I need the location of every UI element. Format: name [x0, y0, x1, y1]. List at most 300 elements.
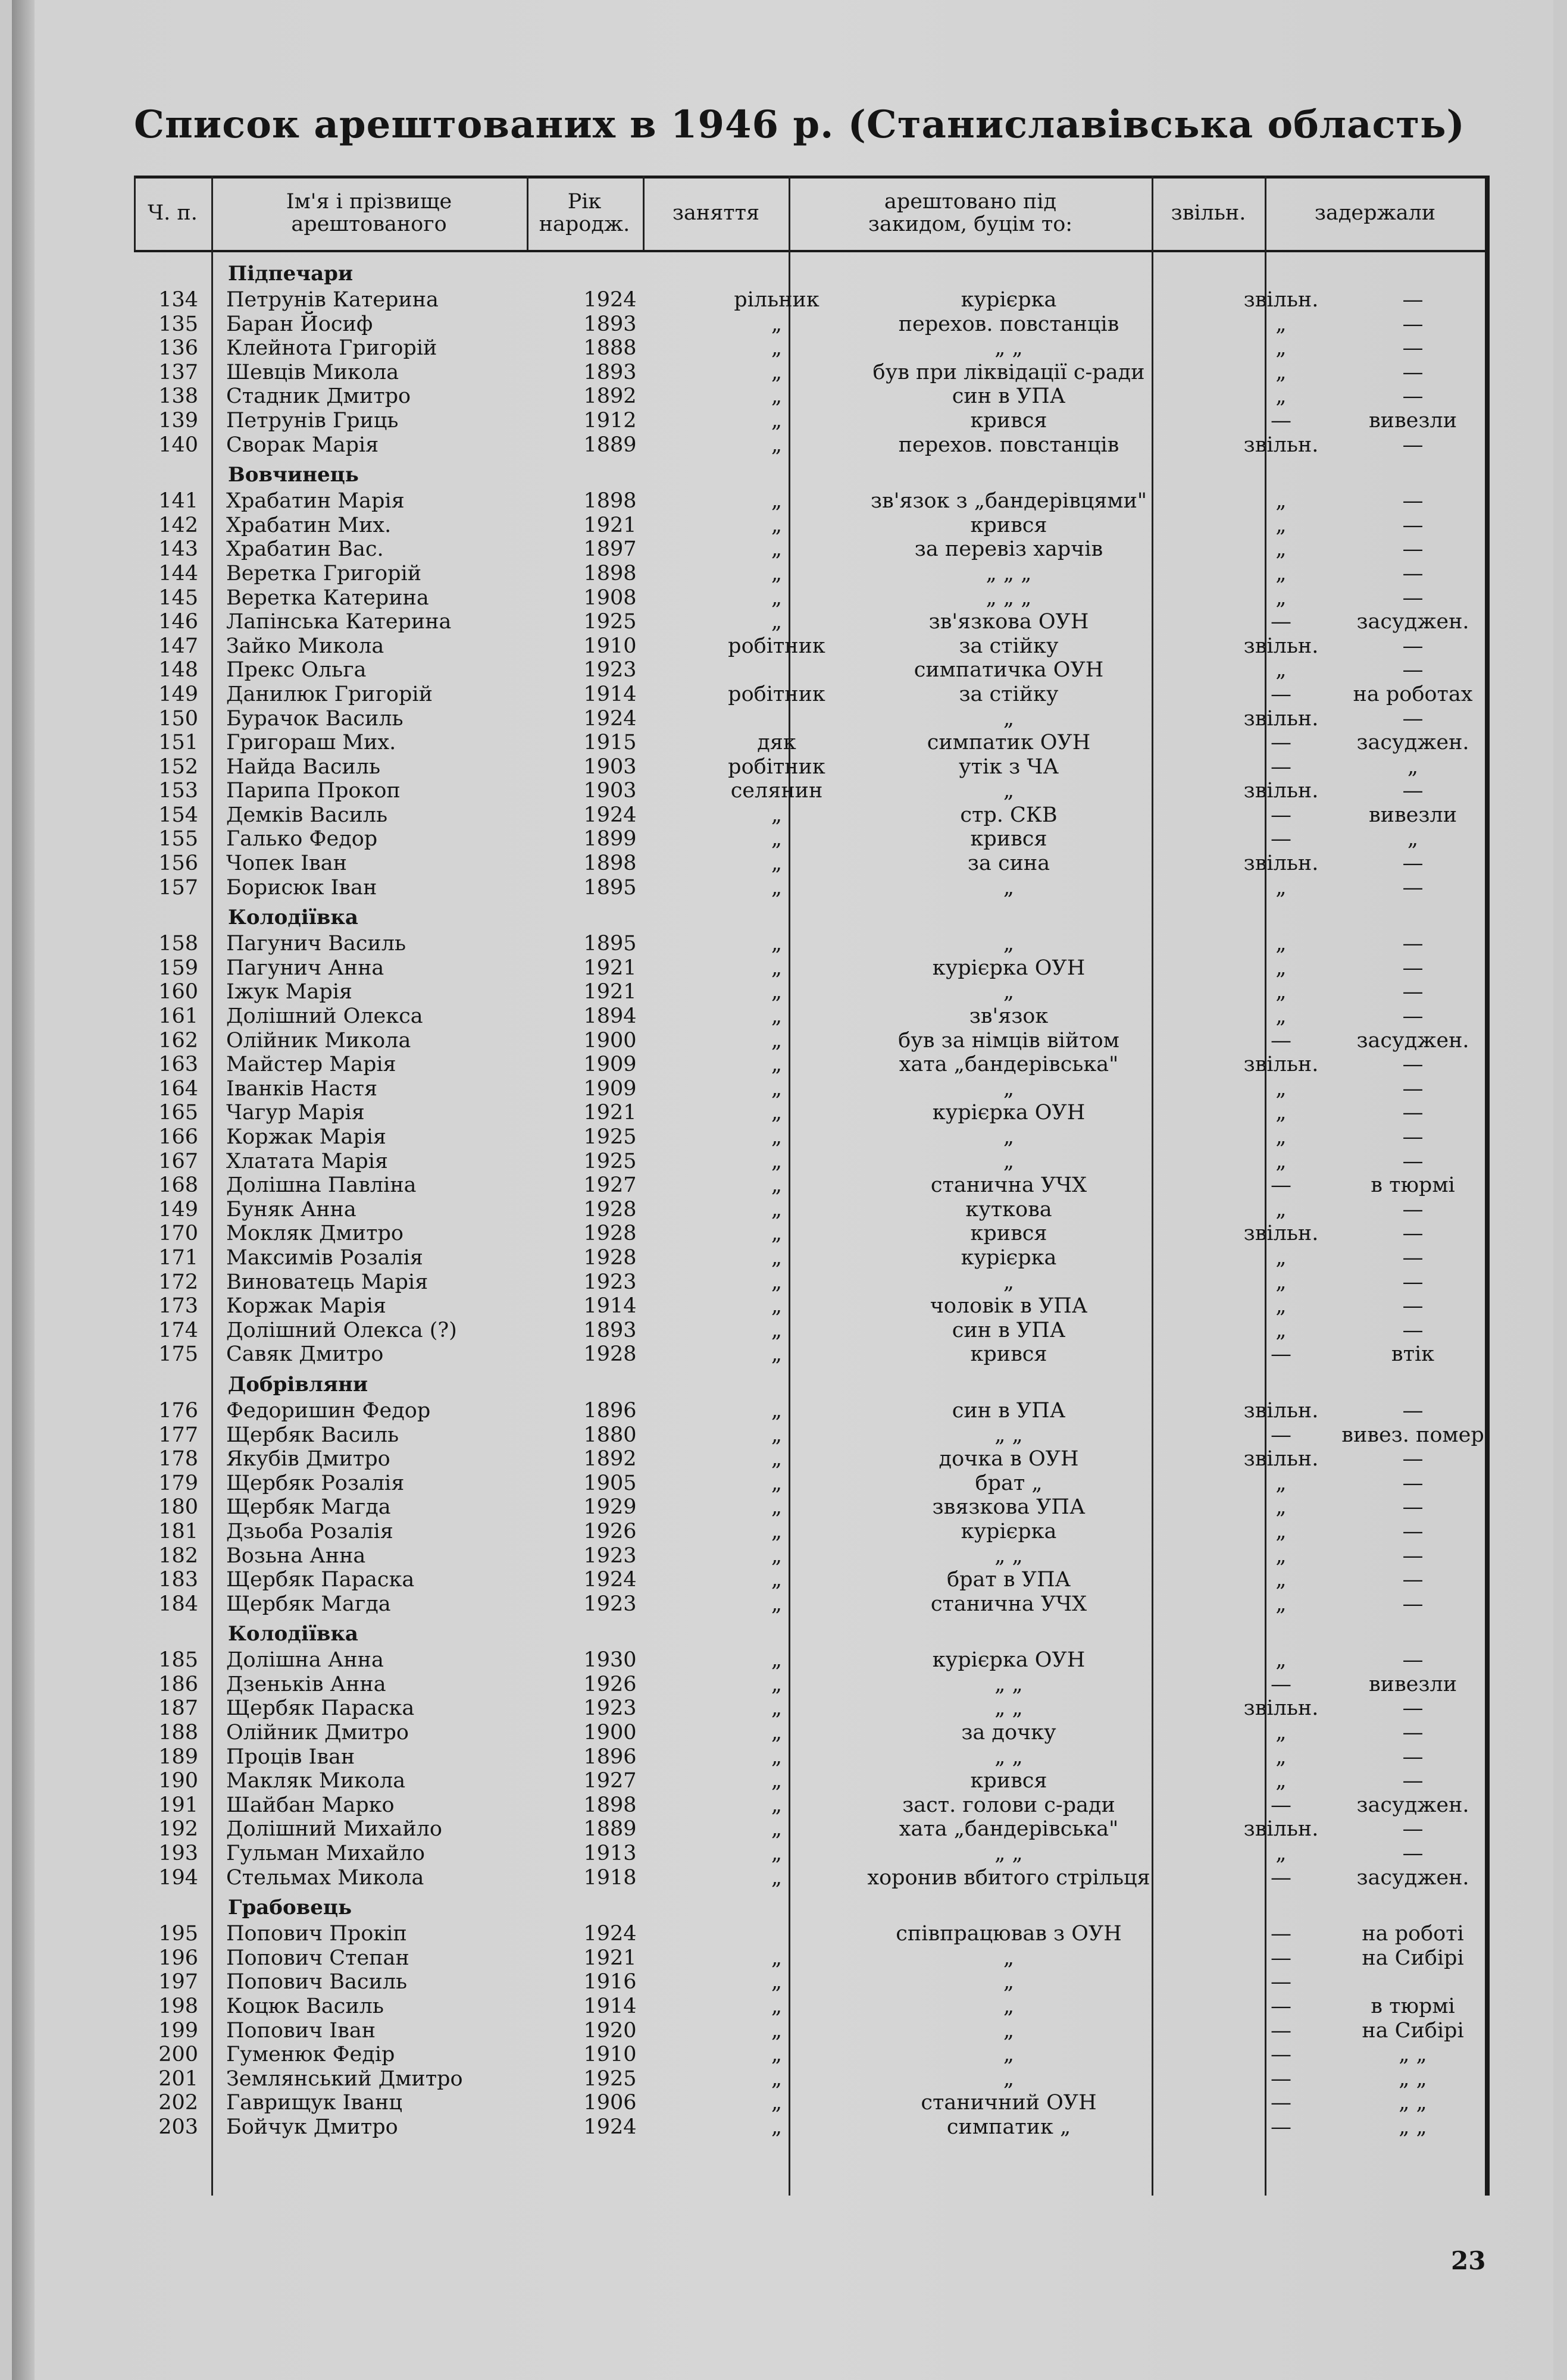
- arrest-reason: „: [1003, 779, 1015, 803]
- table-row: [134, 1101, 1490, 1125]
- person-name: Олійник Микола: [226, 1028, 411, 1053]
- released-status: —: [1271, 2091, 1291, 2115]
- birth-year: 1899: [583, 827, 637, 851]
- row-number: 135: [158, 312, 198, 336]
- arrest-reason: курієрка: [961, 1519, 1057, 1543]
- birth-year: 1928: [583, 1342, 637, 1367]
- row-number: 184: [158, 1592, 198, 1616]
- released-status: „: [1275, 1495, 1287, 1520]
- detained-status: —: [1402, 706, 1424, 731]
- detained-status: на Сибірі: [1362, 1946, 1464, 1970]
- detained-status: втік: [1391, 1342, 1435, 1367]
- row-number: 174: [158, 1318, 198, 1342]
- birth-year: 1888: [583, 336, 637, 361]
- detained-status: —: [1402, 336, 1424, 361]
- birth-year: 1914: [583, 1294, 637, 1319]
- birth-year: 1914: [583, 682, 637, 706]
- person-name: Возьна Анна: [226, 1543, 366, 1568]
- person-name: Щербяк Параска: [226, 1696, 415, 1721]
- occupation: „: [771, 537, 783, 562]
- row-number: 165: [158, 1101, 198, 1125]
- released-status: „: [1275, 1294, 1287, 1319]
- person-name: Гуменюк Федір: [226, 2043, 395, 2067]
- arrest-reason: син в УПА: [952, 384, 1066, 409]
- occupation: робітник: [728, 682, 825, 706]
- detained-status: в тюрмі: [1371, 1173, 1455, 1198]
- released-status: —: [1271, 2115, 1291, 2139]
- occupation: „: [771, 1543, 783, 1568]
- released-status: звільн.: [1243, 1447, 1319, 1471]
- person-name: Зайко Микола: [226, 634, 384, 658]
- released-status: „: [1275, 1745, 1287, 1769]
- table-row: [134, 1793, 1490, 1818]
- arrest-reason: станична УЧХ: [930, 1173, 1087, 1198]
- arrest-reason: зв'язок: [969, 1004, 1049, 1029]
- row-number: 163: [158, 1053, 198, 1077]
- row-number: 203: [158, 2115, 198, 2139]
- arrest-reason: „: [1003, 1994, 1015, 2018]
- table-row: [134, 1471, 1490, 1496]
- birth-year: 1896: [583, 1398, 637, 1423]
- table-row: [134, 731, 1490, 755]
- arrest-reason: курієрка ОУН: [932, 1101, 1086, 1125]
- detained-status: —: [1402, 875, 1424, 900]
- occupation: „: [771, 1592, 783, 1616]
- person-name: Щербяк Василь: [226, 1423, 399, 1447]
- detained-status: вивезли: [1368, 408, 1457, 433]
- birth-year: 1924: [583, 803, 637, 827]
- birth-year: 1910: [583, 634, 637, 658]
- person-name: Долішний Олекса (?): [226, 1318, 457, 1342]
- detained-status: вивезли: [1368, 1672, 1457, 1696]
- header-reason: арештовано під закидом, буцім то:: [868, 189, 1073, 236]
- occupation: „: [771, 1495, 783, 1520]
- person-name: Хрaбатин Вас.: [226, 537, 384, 562]
- row-number: 151: [158, 731, 198, 755]
- row-number: 185: [158, 1648, 198, 1673]
- person-name: Лапінська Катерина: [226, 610, 452, 634]
- birth-year: 1916: [583, 1970, 637, 1994]
- detained-status: —: [1402, 1769, 1424, 1793]
- released-status: звільн.: [1243, 1222, 1319, 1246]
- row-number: 157: [158, 875, 198, 900]
- row-number: 191: [158, 1793, 198, 1817]
- table-row: [134, 1004, 1490, 1029]
- birth-year: 1928: [583, 1197, 637, 1222]
- row-number: 144: [158, 561, 198, 585]
- detained-status: —: [1402, 1398, 1424, 1423]
- birth-year: 1908: [583, 585, 637, 610]
- arrest-reason: курієрка: [961, 1245, 1057, 1270]
- arrest-reason: за дочку: [961, 1721, 1056, 1745]
- person-name: Щербяк Розалія: [226, 1471, 405, 1495]
- released-status: —: [1271, 803, 1291, 827]
- released-status: звільн.: [1243, 634, 1319, 658]
- arrest-reason: брат в УПА: [947, 1568, 1071, 1592]
- person-name: Петрунів Катерина: [226, 288, 439, 312]
- released-status: „: [1275, 1592, 1287, 1616]
- birth-year: 1909: [583, 1076, 637, 1101]
- person-name: Іванків Настя: [226, 1076, 378, 1101]
- birth-year: 1900: [583, 1721, 637, 1745]
- person-name: Галько Федор: [226, 827, 378, 851]
- row-number: 180: [158, 1495, 198, 1520]
- released-status: —: [1271, 1994, 1291, 2018]
- detained-status: вивезли: [1368, 803, 1457, 827]
- occupation: „: [771, 803, 783, 827]
- header-year: Рік народж.: [539, 189, 630, 236]
- arrest-reason: стр. СКВ: [960, 803, 1058, 827]
- birth-year: 1905: [583, 1471, 637, 1495]
- birth-year: 1923: [583, 1270, 637, 1294]
- released-status: „: [1275, 537, 1287, 562]
- person-name: Бурачок Василь: [226, 706, 404, 731]
- detained-status: —: [1402, 537, 1424, 562]
- row-number: 193: [158, 1842, 198, 1866]
- birth-year: 1895: [583, 932, 637, 956]
- birth-year: 1921: [583, 513, 637, 537]
- table-row: [134, 1270, 1490, 1295]
- village-section-header: [134, 1616, 1490, 1648]
- person-name: Коржак Марія: [226, 1294, 387, 1319]
- detained-status: засуджен.: [1356, 1028, 1469, 1053]
- row-number: 136: [158, 336, 198, 361]
- arrest-reason: симпатик ОУН: [927, 731, 1091, 755]
- header-occupation: заняття: [672, 201, 760, 225]
- released-status: звільн.: [1243, 779, 1319, 803]
- birth-year: 1920: [583, 2018, 637, 2043]
- row-number: 186: [158, 1672, 198, 1696]
- table-row: [134, 1399, 1490, 1423]
- detained-status: на Сибірі: [1362, 2018, 1464, 2043]
- birth-year: 1927: [583, 1769, 637, 1793]
- table-row: [134, 1673, 1490, 1697]
- person-name: Пагунич Анна: [226, 956, 384, 980]
- occupation: „: [771, 1519, 783, 1543]
- table-row: [134, 312, 1490, 337]
- person-name: Пагунич Василь: [226, 932, 406, 956]
- arrest-reason: співпрацював з ОУН: [896, 1922, 1122, 1946]
- occupation: „: [771, 489, 783, 513]
- person-name: Стельмах Микола: [226, 1865, 424, 1890]
- village-section-header: [134, 457, 1490, 489]
- person-name: Щербяк Параска: [226, 1568, 415, 1592]
- occupation: дяк: [757, 731, 796, 755]
- occupation: „: [771, 433, 783, 457]
- occupation: „: [771, 1318, 783, 1342]
- detained-status: —: [1402, 433, 1424, 457]
- table-row: [134, 1294, 1490, 1319]
- occupation: „: [771, 561, 783, 585]
- person-name: Баран Йосиф: [226, 312, 373, 336]
- person-name: Веретка Катерина: [226, 585, 429, 610]
- table-row: [134, 336, 1490, 361]
- table-row: [134, 658, 1490, 682]
- detained-status: на роботах: [1353, 682, 1473, 706]
- occupation: „: [771, 2043, 783, 2067]
- village-name: Колодіївка: [228, 1622, 358, 1646]
- person-name: Петрунів Гриць: [226, 408, 399, 433]
- birth-year: 1894: [583, 1004, 637, 1029]
- row-number: 146: [158, 610, 198, 634]
- row-number: 161: [158, 1004, 198, 1029]
- birth-year: 1898: [583, 851, 637, 876]
- released-status: —: [1271, 408, 1291, 433]
- person-name: Макляк Микола: [226, 1769, 406, 1793]
- birth-year: 1921: [583, 980, 637, 1004]
- table-row: [134, 1648, 1490, 1673]
- released-status: —: [1271, 610, 1291, 634]
- row-number: 156: [158, 851, 198, 876]
- person-name: Попович Прокіп: [226, 1922, 407, 1946]
- occupation: „: [771, 1149, 783, 1173]
- table-row: [134, 876, 1490, 900]
- table-row: [134, 1342, 1490, 1367]
- table-row: [134, 2043, 1490, 2067]
- row-number: 149: [158, 682, 198, 706]
- table-row: [134, 1696, 1490, 1721]
- birth-year: 1924: [583, 288, 637, 312]
- detained-status: —: [1402, 956, 1424, 980]
- released-status: —: [1271, 1423, 1291, 1447]
- released-status: —: [1271, 1028, 1291, 1053]
- row-number: 197: [158, 1970, 198, 1994]
- occupation: робітник: [728, 634, 825, 658]
- row-number: 152: [158, 754, 198, 779]
- header-released: звільн.: [1171, 201, 1246, 225]
- row-number: 143: [158, 537, 198, 562]
- birth-year: 1923: [583, 1592, 637, 1616]
- arrest-reason: крився: [970, 1342, 1047, 1367]
- row-number: 168: [158, 1173, 198, 1198]
- occupation: „: [771, 1294, 783, 1319]
- arrest-reason: син в УПА: [952, 1318, 1066, 1342]
- person-name: Олійник Дмитро: [226, 1721, 409, 1745]
- occupation: „: [771, 956, 783, 980]
- row-number: 187: [158, 1696, 198, 1721]
- arrest-reason: за перевіз харчів: [914, 537, 1103, 562]
- released-status: „: [1275, 932, 1287, 956]
- table-row: [134, 384, 1490, 409]
- arrest-reason: курієрка ОУН: [932, 956, 1086, 980]
- occupation: „: [771, 1423, 783, 1447]
- detained-status: засуджен.: [1356, 731, 1469, 755]
- table-row: [134, 980, 1490, 1004]
- birth-year: 1892: [583, 384, 637, 409]
- row-number: 137: [158, 360, 198, 384]
- row-number: 192: [158, 1817, 198, 1842]
- village-name: Добрівляни: [228, 1372, 368, 1396]
- detained-status: —: [1402, 561, 1424, 585]
- released-status: „: [1275, 1721, 1287, 1745]
- person-name: Якубів Дмитро: [226, 1447, 390, 1471]
- row-number: 155: [158, 827, 198, 851]
- table-row: [134, 2115, 1490, 2140]
- occupation: „: [771, 851, 783, 876]
- birth-year: 1914: [583, 1994, 637, 2018]
- released-status: „: [1275, 1318, 1287, 1342]
- row-number: 148: [158, 658, 198, 682]
- detained-status: засуджен.: [1356, 1865, 1469, 1890]
- released-status: „: [1275, 561, 1287, 585]
- person-name: Бойчук Дмитро: [226, 2115, 398, 2139]
- birth-year: 1924: [583, 1568, 637, 1592]
- table-row: [134, 707, 1490, 731]
- table-row: [134, 2091, 1490, 2115]
- arrest-reason: „: [1003, 1946, 1015, 1970]
- arrest-reason: „: [1003, 932, 1015, 956]
- table-row: [134, 1568, 1490, 1592]
- table-row: [134, 1922, 1490, 1946]
- person-name: Демків Василь: [226, 803, 388, 827]
- birth-year: 1927: [583, 1173, 637, 1198]
- arrest-reason: „: [1003, 1270, 1015, 1294]
- arrest-reason: станичний ОУН: [921, 2091, 1097, 2115]
- occupation: „: [771, 1004, 783, 1029]
- occupation: „: [771, 585, 783, 610]
- detained-status: „ „: [1399, 2115, 1427, 2139]
- birth-year: 1928: [583, 1245, 637, 1270]
- row-number: 181: [158, 1519, 198, 1543]
- person-name: Щербяк Магда: [226, 1592, 391, 1616]
- released-status: —: [1271, 754, 1291, 779]
- row-number: 162: [158, 1028, 198, 1053]
- released-status: „: [1275, 1842, 1287, 1866]
- person-name: Долішний Михайло: [226, 1817, 443, 1842]
- person-name: Прекс Ольга: [226, 658, 367, 682]
- occupation: „: [771, 2091, 783, 2115]
- table-row: [134, 1198, 1490, 1222]
- birth-year: 1893: [583, 360, 637, 384]
- row-number: 147: [158, 634, 198, 658]
- occupation: робітник: [728, 754, 825, 779]
- row-number: 178: [158, 1447, 198, 1471]
- detained-status: —: [1402, 1592, 1424, 1616]
- arrest-reason: курієрка ОУН: [932, 1648, 1086, 1673]
- arrest-reason: хоронив вбитого стрільця: [867, 1865, 1150, 1890]
- row-number: 200: [158, 2043, 198, 2067]
- released-status: „: [1275, 956, 1287, 980]
- arrest-reason: крився: [970, 1222, 1047, 1246]
- released-status: звільн.: [1243, 851, 1319, 876]
- released-status: —: [1271, 2043, 1291, 2067]
- detained-status: —: [1402, 1004, 1424, 1029]
- occupation: „: [771, 336, 783, 361]
- person-name: Попович Іван: [226, 2018, 376, 2043]
- birth-year: 1910: [583, 2043, 637, 2067]
- birth-year: 1898: [583, 561, 637, 585]
- arrest-reason: „ „: [994, 1745, 1023, 1769]
- person-name: Хлатата Марія: [226, 1149, 388, 1173]
- row-number: 189: [158, 1745, 198, 1769]
- table-row: [134, 634, 1490, 659]
- birth-year: 1925: [583, 1149, 637, 1173]
- birth-year: 1926: [583, 1519, 637, 1543]
- released-status: „: [1275, 489, 1287, 513]
- arrest-reason: перехов. повстанців: [898, 312, 1119, 336]
- arrest-reason: „ „: [994, 336, 1023, 361]
- person-name: Дзьоба Розалія: [226, 1519, 393, 1543]
- village-name: Грабовець: [228, 1896, 352, 1920]
- person-name: Коржак Марія: [226, 1125, 387, 1149]
- table-row: [134, 1970, 1490, 1994]
- detained-status: в тюрмі: [1371, 1994, 1455, 2018]
- arrest-reason: був за німців війтом: [898, 1028, 1119, 1053]
- birth-year: 1897: [583, 537, 637, 562]
- released-status: звільн.: [1243, 1696, 1319, 1721]
- birth-year: 1900: [583, 1028, 637, 1053]
- person-name: Данилюк Григорій: [226, 682, 433, 706]
- released-status: —: [1271, 2018, 1291, 2043]
- table-row: [134, 537, 1490, 562]
- birth-year: 1921: [583, 1101, 637, 1125]
- arrest-reason: куткова: [965, 1197, 1052, 1222]
- birth-year: 1928: [583, 1222, 637, 1246]
- birth-year: 1918: [583, 1865, 637, 1890]
- released-status: „: [1275, 312, 1287, 336]
- table-row: [134, 1150, 1490, 1174]
- detained-status: „: [1407, 754, 1419, 779]
- table-row: [134, 1077, 1490, 1101]
- detained-status: —: [1402, 634, 1424, 658]
- person-name: Виноватець Марія: [226, 1270, 428, 1294]
- occupation: „: [771, 2018, 783, 2043]
- row-number: 138: [158, 384, 198, 409]
- arrest-reason: курієрка: [961, 288, 1057, 312]
- arrest-reason: „ „: [994, 1672, 1023, 1696]
- person-name: Григораш Мих.: [226, 731, 396, 755]
- released-status: „: [1275, 1245, 1287, 1270]
- released-status: „: [1275, 1197, 1287, 1222]
- row-number: 198: [158, 1994, 198, 2018]
- occupation: „: [771, 1946, 783, 1970]
- released-status: „: [1275, 336, 1287, 361]
- row-number: 141: [158, 489, 198, 513]
- table-row: [134, 562, 1490, 586]
- person-name: Парипа Прокоп: [226, 779, 401, 803]
- person-name: Мокляк Дмитро: [226, 1222, 404, 1246]
- detained-status: —: [1402, 585, 1424, 610]
- person-name: Чагур Марія: [226, 1101, 365, 1125]
- birth-year: 1923: [583, 1696, 637, 1721]
- arrest-reason: син в УПА: [952, 1398, 1066, 1423]
- released-status: —: [1271, 827, 1291, 851]
- released-status: „: [1275, 384, 1287, 409]
- person-name: Гульман Михайло: [226, 1842, 426, 1866]
- person-name: Буняк Анна: [226, 1197, 356, 1222]
- released-status: —: [1271, 1922, 1291, 1946]
- row-number: 159: [158, 956, 198, 980]
- page-number: 23: [1451, 2246, 1486, 2275]
- occupation: „: [771, 1028, 783, 1053]
- detained-status: —: [1402, 312, 1424, 336]
- person-name: Веретка Григорій: [226, 561, 422, 585]
- birth-year: 1925: [583, 2066, 637, 2091]
- arrest-reason: симпатик „: [946, 2115, 1071, 2139]
- birth-year: 1906: [583, 2091, 637, 2115]
- released-status: „: [1275, 1519, 1287, 1543]
- detained-status: —: [1402, 1222, 1424, 1246]
- arrest-reason: крився: [970, 827, 1047, 851]
- table-row: [134, 1817, 1490, 1842]
- row-number: 201: [158, 2066, 198, 2091]
- detained-status: —: [1402, 1318, 1424, 1342]
- occupation: „: [771, 1745, 783, 1769]
- arrest-reason: брат „: [975, 1471, 1043, 1495]
- occupation: „: [771, 1865, 783, 1890]
- detained-status: „ „: [1399, 2066, 1427, 2091]
- occupation: „: [771, 1447, 783, 1471]
